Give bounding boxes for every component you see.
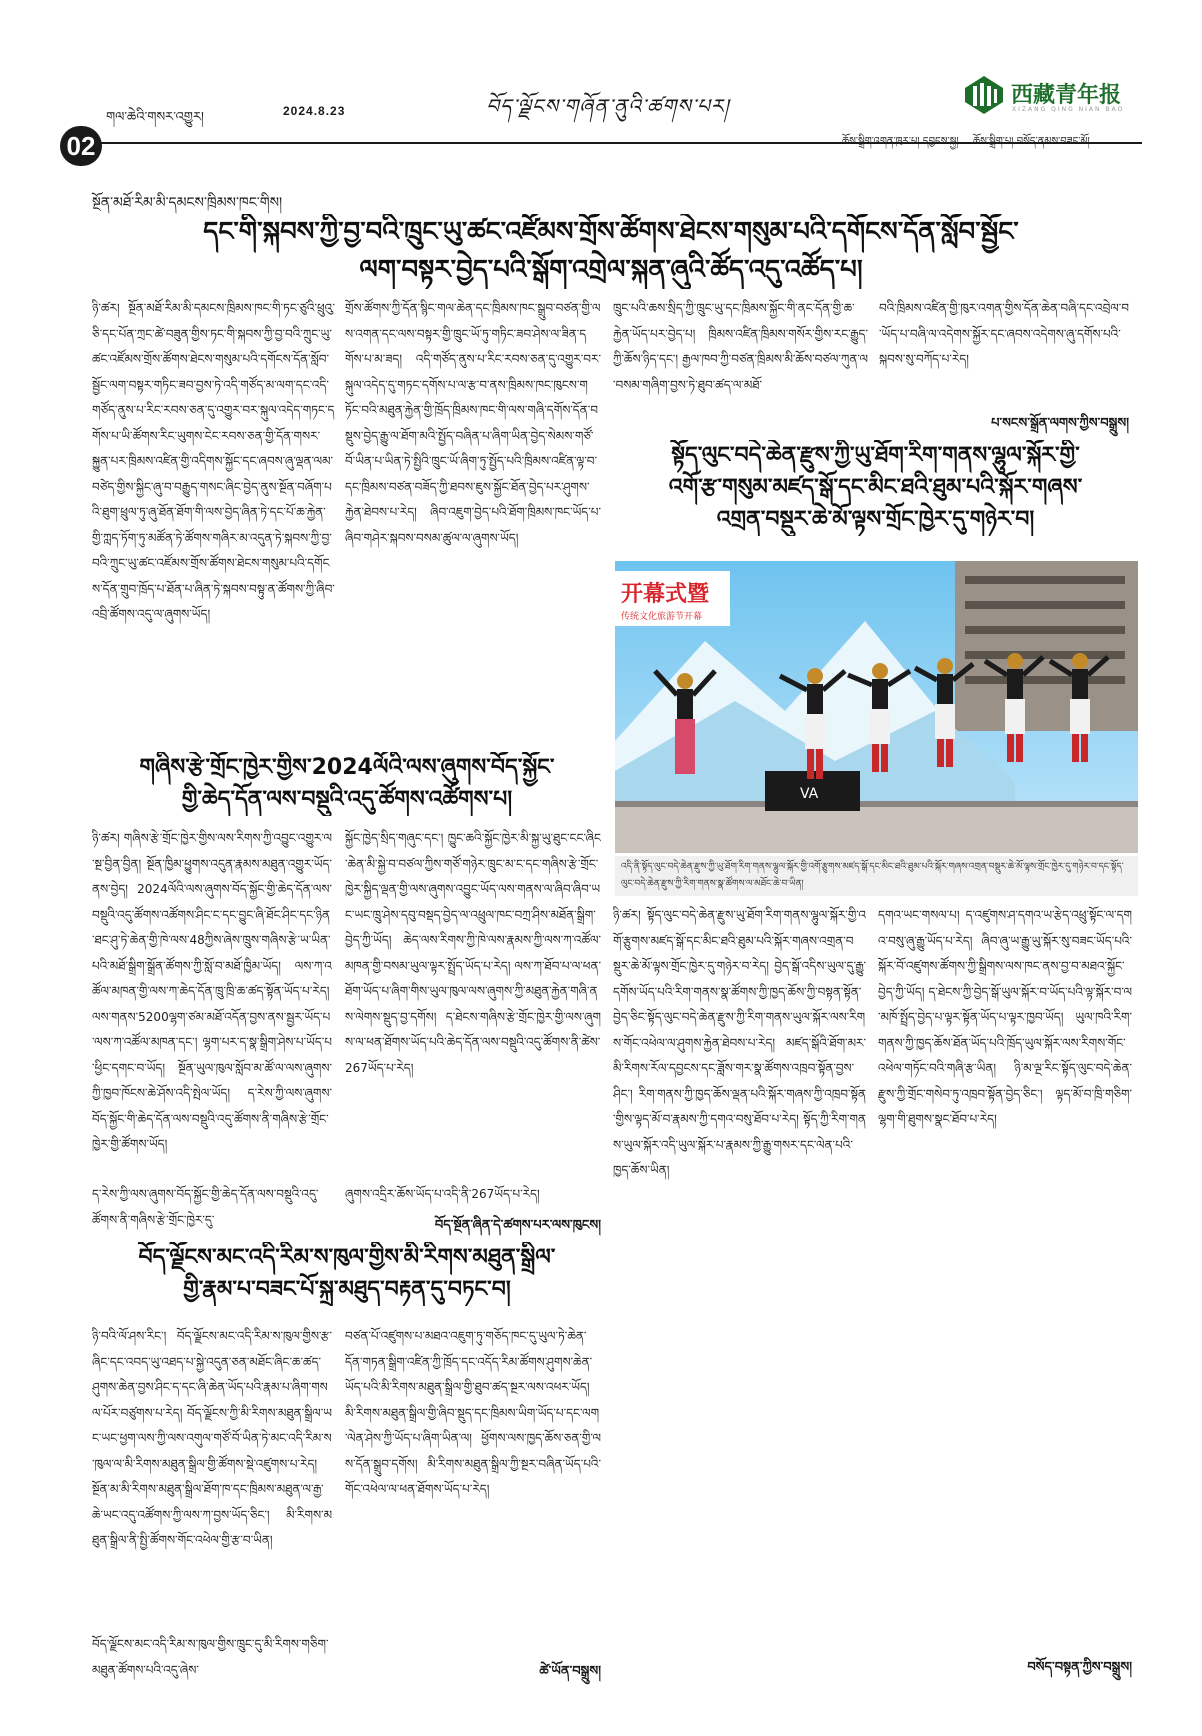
article1-column-1: ཉི་ཚར། སྔོན་མཐོ་རིམ་མི་དམངས་ཁྲིམས་ཁང་གི་ཏང་ཙུའི་ཕྲུའུ་ཅི་དང་པོན་ཀྲང་ཚེ་བཟུན་གྱིས་ཏང་གི་སྐབས་ཀྱི་བྱ་བའི་ཀྲུང་ཡུ་ཚང་འཛོམས་གྲོས་ཚོགས་ཐེངས་གསུམ་པའི་དགོངས་དོན་སློབ་སྦྱོང་ལག་བསྟར་གཏིང་ཟབ་བྱས་ཏེ་འདི་གཙོད་མ་ལག་དང་འདི་གཙོད་ནུས་པ་རིང་རབས་ཅན་དུ་འགྱུར་བར་སྐུལ་འདེད་གཏང་དགོས་པ་ཡི་ཚོགས་རིང་ཡུགས་ངེང་རབས་ཅན་གྱི་དོན་གསར་སྐྱུན་པར་ཁྲིམས་འཛིན་གྱི་འདིགས་སྐྱོང་དང་ཞབས་ཞུ་ལྡན་ལམ་བཙེད་གྱིས་སྐྱིང་ཞུ་བ་བརྒྱུད་གསང་ཞིང་བྱེད་ནུས་སྔོན་བཞོག་པའི་ཐུག་ཕྲུལ་ཏུ་ཞུ་ཐོན་ཐོག་གི་ལས་བྱེད་ཞིན་ཏེ་དང་པོ་ཆ་རྐྱེན་གྱི་ཀླད་ཏོག་ཏུ་མཚོན་ཏེ་ཚོགས་གཞིར་མ་འདུན་ཏེ་སྐབས་ཀྱི་བྱ་བའི་ཀྲུང་ཡུ་ཚང་འཛོམས་གྲོས་ཚོགས་ཐེངས་གསུམ་པའི་དགོངས་དོན་གྲུབ་ཁྲོད་པ་ཐོན་པ་ཞིན་ཏེ་སྐབས་བསྟུ་ན་ཚོགས་ཀྱི་ཞིབ་འབྲི་ཚོགས་འདུ་ལ་ཞུགས་ཡོད། <box>92 301 335 621</box>
article2-column-2: དགའ་ཡང་གསལ་པ། ད་འཛུགས་ཤ་དགའ་ཡ་རྩེད་འཕྲུ་སྟོང་ལ་དགའ་བསུ་ཞུ་རྒྱུ་ཡོད་པ་རེད། ཞིབ་ཞུ་ཡ་རྒྱུ་ཡུ་སྐོར་སུ་བཟང་ཡོད་པའི་སྐོར་བོ་འཛུགས་ཚོགས་ཀྱི་སྒྲིགས་ལས་ཁང་ནས་བྱ་བ་མཐའ་སྐྱོང་བྱེད་ཀྱི་ཡོད། ད་ཐེངས་ཀྱི་བྱེད་སྒོ་ཡུལ་སྐོར་བ་ཡོད་པའི་ལྟ་སྐོར་བ་ལ་མཁོ་སྤྲོད་བྱེད་པ་ལྟར་སྟོན་ཡོད་པ་ལྟར་ཁྱབ་ཡོད། ཡུལ་ཁའི་རིག་གནས་ཀྱི་ཁྱད་ཆོས་ཐོན་ཡོད་པའི་ཁྲོད་ཡུལ་སྐོར་ལས་རིགས་གོང་འཕེལ་གཏོང་བའི་གཞི་རྩ་ཡིན། ཉི་མ་ལྔ་རིང་སྟོད་ལུང་བདེ་ཆེན་རྫུས་ཀྱི་གྲོང་གསེབ་ཏུ་འཁྲབ་སྟོན་བྱེད་ཅིང་། ལྟད་མོ་བ་ཁྲི་གཅིག་ལྷག་གི་ཐུགས་སྣང་ཐོབ་པ་རེད། <box>878 908 1132 1126</box>
logo-name: 西藏青年报 <box>1011 82 1122 108</box>
article1-column-2: གྲོས་ཚོགས་ཀྱི་དོན་སྙིང་གལ་ཆེན་དང་ཁྲིམས་ཁང་སྒྲུབ་བཙན་གྱི་ལས་འགན་དང་ལས་བསྟར་གྱི་ཁྲུང་ཡོ་ཏུ་གཏིང་ཟབ་ཤེས་ལ་ཟིན་དགོས་པ་མ་ཟད། འདི་གཙོད་ནུས་པ་རིང་རབས་ཅན་དུ་འགྱུར་བར་སྐུལ་འདེད་དུ་གཏང་དགོས་པ་ལ་རྩ་བ་ནས་ཁྲིམས་ཁང་ཁུངས་གཏོང་བའི་མཐུན་རྐྱེན་གྱི་ཁྲོད་ཁྲིམས་ཁང་གི་ལས་གཞི་དགོས་དོན་བསྡུས་བྱེད་རྒྱུ་ལ་ཐོག་མའི་སྤྱོད་བཞིན་པ་ཞིག་ཡིན་བྱེད་སེམས་གཙོ་བོ་ཡིན་པ་ཡིན་ཏེ་སྤྱིའི་ཁྲུང་ཡོ་ཞིག་ཏུ་སྤྱོད་པའི་ཁྲིམས་འཛིན་ལྟ་བ་དང་ཁྲིམས་བཙན་བཟོད་ཀྱི་ཐབས་ཇུས་སྐྱོང་ཐོན་བྱེད་པར་ཤུགས་རྐྱེན་ཐེབས་པ་རེད། ཞིབ་འཇུག་བྱེད་པའི་ཐོག་ཁྲིམས་ཁང་ཡོད་པ་ཞིབ་གཤེར་སྐབས་བསམ་ཚུལ་ལ་ཞུགས་ཡོད། <box>345 301 601 545</box>
article2-headline <box>613 440 1138 536</box>
photo-banner-subtext: 传统文化旅游节开幕 <box>621 612 703 622</box>
article4-headline-line2: གྱི་རྣམ་པ་བཟང་པོ་སྐྲ་མཐུད་བརྟན་དུ་བཏང་བ། <box>183 1276 511 1302</box>
article3-headline-line2: གྱི་ཆེད་དོན་ལས་བསྡུའི་འདུ་ཚོགས་འཚོགས་པ། <box>181 786 513 812</box>
article2-headline-line1: སྟོད་ལུང་བདེ་ཆེན་རྫུས་ཀྱི་ཡུ་ཐོག་རིག་གནས་ལྷུལ་སྐོར་གྱི་ <box>671 443 1080 468</box>
page-number-badge: 02 <box>60 126 102 166</box>
article2-photo-caption: འདི་ནི་སྟོད་ལུང་བདེ་ཆེན་རྫུས་ཀྱི་ཡུ་ཐོག་རིག་གནས་ལྷུལ་སྐོར་གྱི་འགོ་རྩུགས་མཛད་སྒོ་དང་མིང་ཐའི་ཐུམ་པའི་སྐོར་གཞས་འགྲན་བསྡུར་ཆེ་མོ་ལྟས་གྲོང་ཁྱེར་དུ་གཉེར་བ་དང་སྟོད་ལུང་བདེ་ཆེན་རྫུས་ཀྱི་རིག་གནས་སྣ་ཚོགས་ལ་མཐོང་ཆེ་བ་ཡིན། <box>615 856 1138 896</box>
article2-column-1: ཉི་ཚར། སྟོད་ལུང་བདེ་ཆེན་རྫུས་ཡུ་ཐོག་རིག་གནས་ལྷུལ་སྐོར་གྱི་འགོ་རྩུགས་མཛད་སྒོ་དང་མིང་ཐའི་ཐུམ་པའི་སྐོར་གཞས་འགྲན་བསྡུར་ཆེ་མོ་ལྟས་གྲོང་ཁྱེར་དུ་གཉེར་བ་རེད། བྱེད་སྒོ་འདིས་ཡུལ་དུ་རྒྱུ་དགོས་ཡོད་པའི་རིག་གནས་སྣ་ཚོགས་ཀྱི་ཁྱད་ཆོས་ཀྱི་བསྟན་སྟོན་བྱེད་ཅིང་སྟོད་ལུང་བདེ་ཆེན་རྫུས་ཀྱི་རིག་གནས་ཡུལ་སྐོར་ལས་རིགས་གོང་འཕེལ་ལ་ཤུགས་རྐྱེན་ཐེབས་པ་རེད། མཛད་སྒོའི་ཐོག་མར་མི་རིགས་རོལ་དབྱངས་དང་ཟློས་གར་སྣ་ཚོགས་འཁྲབ་སྟོན་བྱས་ཤིང་། རིག་གནས་ཀྱི་ཁྱད་ཆོས་ལྡན་པའི་སྐོར་གཞས་ཀྱི་འཁྲབ་སྟོན་གྱིས་ལྟད་མོ་བ་རྣམས་ཀྱི་དགའ་བསུ་ཐོབ་པ་རེད། སྟོད་ཀྱི་རིག་གནས་ཡུལ་སྐོར་འདི་ཡུལ་སྐོར་པ་རྣམས་ཀྱི་རྒྱུ་གསར་དང་ལེན་པའི་ཁྱད་ཆོས་ཡིན། <box>613 908 866 1177</box>
newspaper-logo-icon <box>963 74 1005 116</box>
speaker-label: VA <box>800 786 819 802</box>
article3-byline: བོད་སྔོན་ཞིན་དེ་ཚགས་པར་ལས་ཁུངས། <box>434 1218 601 1233</box>
article1-headline <box>90 214 1132 289</box>
article1-headline-line1: དང་གི་སྐབས་ཀྱི་བྱ་བའི་ཁྲུང་ཡུ་ཚང་འཛོམས་གྲོས་ཚོགས་ཐེངས་གསུམ་པའི་དགོངས་དོན་སློབ་སྦྱོང་ <box>203 217 1019 247</box>
article4-column-1-tail: བོད་ལྗོངས་མང་འདི་རིམ་ས་ཁུལ་གྱིས་ཁྲུང་དུ་མི་རིགས་གཅིག་མཐུན་ཚོགས་པའི་འདུ་ཞེས་ <box>92 1637 329 1677</box>
article2-byline: བསོད་བསྟན་ཀྱིས་བསྒྲུས། <box>1027 1660 1132 1675</box>
article3-column-1-tail: ད་རེས་ཀྱི་ལས་ཞུགས་བོད་སྐྱོང་གྱི་ཆེད་དོན་ལས་བསྡུའི་འདུ་ཚོགས་ནི་གཞིས་རྩེ་གྲོང་ཁྱེར་དུ་ <box>92 1187 319 1227</box>
masthead-title: བོད་ལྗོངས་གཞོན་ནུའི་ཚགས་པར། <box>486 94 730 118</box>
proof-credit: ཆོས་སྒྲིག་པ། བསོད་ནམས་བཟང་མོ། <box>973 136 1090 147</box>
article1-column-4: བའི་ཁྲིམས་འཛིན་གྱི་ཁུར་འགན་གྱིས་དོན་ཆེན་བཞི་དང་འབྲེལ་བ་ཡོད་པ་བཞི་ལ་འདེགས་སྐྱོར་དང་ཞབས་འདེགས་ཞུ་དགོས་པའི་སྐབས་སུ་བཀོད་པ་རེད། <box>879 301 1129 366</box>
article4-column-1: ཉི་བའི་ལོ་ཤས་རིང་། བོད་ལྗོངས་མང་འདི་རིམ་ས་ཁུལ་གྱིས་རྩ་ཞིང་དང་འབད་ཡུ་འཐད་པ་སྐྱེ་འདུན་ཅན་མཐོང་ཞིང་ཆ་ཚད་ཤུགས་ཆེན་བྱས་ཤིང་ད་དང་ཞི་ཆེན་ཡོད་པའི་རྣམ་པ་ཞིག་གསལ་པོར་བཙུགས་པ་རེད། བོད་ལྗོངས་ཀྱི་མི་རིགས་མཐུན་སྒྲིལ་ཡང་ཡང་ཕྱག་ལས་ཀྱི་ལས་འགུལ་གཙོ་བོ་ཡིན་ཏེ་མང་འདི་རིམ་ས་ཁུལ་ལ་མི་རིགས་མཐུན་སྒྲིལ་གྱི་ཚོགས་སྡེ་འཛུགས་པ་རེད། སྔོན་མ་མི་རིགས་མཐུན་སྒྲིལ་ཐོག་ཁ་དང་ཁྲིམས་མཐུན་ལ་རྒྱ་ཆེ་ཡང་འདུ་འཚོགས་ཀྱི་ལས་ཀ་བྱས་ཡོད་ཅིང་། མི་རིགས་མཐུན་སྒྲིལ་ནི་སྤྱི་ཚོགས་གོང་འཕེལ་གྱི་རྩ་བ་ཡིན། <box>92 1329 332 1547</box>
dance-performance-image <box>615 561 1138 853</box>
article3-column-2: སྐྱོང་ཁྱེད་སྲིད་གཞུང་དང་། ཁྱུང་ཆའི་སྐྱོང་ཁྱེར་མི་སྐྱ་ཡུ་ཐུང་ངང་ཞིང་ཆེན་མི་སྐྱེ་བ་བཙལ་ཀྱིས་གཙོ་གཉེར་ཁྲུང་མ་ང་དང་གཞིས་རྩེ་གྲོང་ཁྱེར་སྐྱིད་ལྡན་གྱི་ལས་ཞུགས་འབྱུང་ཡོད་ལས་གནས་ལ་ཞིབ་ཞིབ་ཡང་ཡང་ཁྲུ་ཤེས་དབུ་བསྡད་བྱེད་ལ་འཕྲུལ་ཁང་བཀྲ་ཤིས་མཐོན་སྒྲིག་བྱེད་ཀྱི་ཡོད། ཆེད་ལས་རིགས་ཀྱི་ཁེ་ལས་རྣམས་ཀྱི་ལས་ཀ་འཚོལ་མཁན་གྱི་བསམ་ཡུལ་ལྟར་སྤྲོད་ཡོད་པ་རེད། ལས་ཀ་ཐོབ་པ་ལ་ཕན་ཐོག་ཡོད་པ་ཞིག་གིས་ཡུལ་ཁུལ་ལས་ཞུགས་ཀྱི་མཐུན་རྐྱེན་གཞི་ནས་ལེགས་སྡུད་བྱ་དགོས། ད་ཐེངས་གཞིས་རྩེ་གྲོང་ཁྱེར་གྱི་ལས་ཞུགས་ལ་ཕན་ཐོགས་ཡོད་པའི་ཆེད་དོན་ལས་བསྡུའི་འདུ་ཚོགས་ནི་ཚེས་267ཡོད་པ་རེད། <box>345 831 601 1075</box>
article1-headline-line2: ལག་བསྟར་བྱེད་པའི་སྒོག་འགྲེལ་སྐན་ཞུའི་ཚོད་འདུ་འཚོད་པ། <box>359 254 863 285</box>
page-header <box>0 0 1202 165</box>
article4-headline-line1: བོད་ལྗོངས་མང་འདི་རིམ་ས་ཁུལ་གྱིས་མི་རིགས་མཐུན་སྒྲིལ་ <box>138 1245 556 1270</box>
article2-headline-line3: འགྲན་བསྡུར་ཆེ་མོ་ལྟས་གྲོང་ཁྱེར་དུ་གཉེར་བ། <box>716 506 1035 532</box>
article1-kicker: སྔོན་མཐོ་རིམ་མི་དམངས་ཁྲིམས་ཁང་གིས། <box>92 195 283 211</box>
photo-banner-text: 开幕式暨 <box>621 582 710 607</box>
editor-credit: ཆོས་སྒྲིག་འགན་ཁུར་པ། དབྱངས་སྐྱ། <box>842 136 959 147</box>
article4-headline <box>92 1242 602 1306</box>
article1-column-3: ཁྲུང་པའི་ཆས་སྲིད་ཀྱི་ཁྲུང་ཡུ་དང་ཁྲིམས་སྐྱོང་གི་ནང་དོན་གྱི་ཆ་རྐྱེན་ཡོད་པར་བྱེད་པ། ཁྲིམས་འཛིན་ཁྲིམས་གསོར་གྱིས་རང་རྒྱུད་ཀྱི་ཆོས་ཉིད་དང་། རྒྱལ་ཁབ་ཀྱི་བཙན་ཁྲིམས་མི་ཆོས་བཙལ་ཀུན་ལ་བསམ་གཞིག་བྱས་ཏེ་ཐུབ་ཚད་ལ་མཐོ་ <box>613 301 868 392</box>
article2-headline-line2: འགོ་རྩ་གསུམ་མཛད་སྒོ་དང་མིང་ཐའི་ཐུམ་པའི་སྐོར་གཞས་ <box>668 474 1083 500</box>
section-name: གལ་ཆེའི་གསར་འགྱུར། <box>106 110 204 125</box>
article3-column-1: ཉི་ཚར། གཞིས་རྩེ་གྲོང་ཁྱེར་གྱིས་ལས་རིགས་ཀྱི་འབྱུང་འགྱུར་ལ་སྔ་བྱིན་བྱིན། སྔོན་ཁྱིམ་ཕྱུགས་འདུན་རྣམས་མཐུན་འགྱུར་ཡོད་ནས་བྱེད། 2024ལོའི་ལས་ཞུགས་བོད་སྐྱོང་གྱི་ཆེད་དོན་ལས་བསྡུའི་འདུ་ཚོགས་འཚོགས་ཤིང་ང་དང་བྱུང་ཞི་ཐོང་ཤིང་དང་ཉིན་ཐང་ཤུ་ཏེ་ཆེན་གྱི་ཁེ་ལས་48ཀྱིས་ཞེས་ཁྲུས་གཞིས་རྩེ་ཡ་ཡིན་པའི་མཐོ་སྒྲིག་སྒྲོན་ཚོགས་ཀྱི་སློ་བ་མཐོ་ཁྱིམ་ཡོད། ལས་ཀ་འཚོལ་མཁན་གྱི་ལས་ཀ་ཆེད་དོན་ཁྲུ་ཁྲི་ཆ་ཚད་སྟོན་ཡོད་པ་རེད། ལས་གནས་5200ལྷག་ཙམ་མཐོ་འདོན་བྱས་ནས་སྦྱར་ཡོད་པ་ལས་ཀ་འཚོལ་མཁན་དང་། ལྷག་པར་ད་སྣ་སྒྲིག་ཤེས་པ་ཡོད་པ་ཕྱིང་དགང་བ་ཡོད། སྔོན་ཡུལ་ཁུལ་སློབ་མ་ཚོ་ལ་ལས་ཞུགས་ཀྱི་ཁྱབ་ཁོངས་ཆེ་ཤོས་འདི་སྤེལ་ཡོད། ད་རེས་ཀྱི་ལས་ཞུགས་བོད་སྐྱོང་གི་ཆེད་དོན་ལས་བསྡུའི་འདུ་ཚོགས་ནི་གཞིས་རྩེ་གྲོང་ཁྱེར་གྱི་ཚོགས་ཡོད། <box>92 831 332 1151</box>
article1-byline: པ་སངས་སྒྲོན་ལགས་ཀྱིས་བསྒྲུས། <box>991 416 1129 431</box>
article3-headline <box>92 752 602 816</box>
article4-byline: ཚེ་ཡོན་བསྒྲུས། <box>539 1664 601 1679</box>
article3-column-2-tail: ཞུགས་འདྲིར་ཆོས་ཡོད་པ་འདི་ནི་267ཡོད་པ་རེད། <box>345 1187 540 1201</box>
article2-photo <box>615 561 1138 853</box>
issue-date: 2024.8.23 <box>283 104 346 118</box>
article4-column-2: བཙན་པོ་འཛུགས་པ་མཐའ་འཇུག་ཏུ་གཅོད་ཁང་དུ་ཡུལ་ཏེ་ཆེན་དོན་གཏན་སྒྲིག་འཛིན་ཀྱི་ཁྲོད་དང་འདོད་རིམ་ཚོགས་ཤུགས་ཆེན་ཡོད་པའི་མི་རིགས་མཐུན་སྒྲིལ་གྱི་ཐུབ་ཚད་སྔར་ལས་འཕར་ཡོད། མི་རིགས་མཐུན་སྒྲིལ་གྱི་ཞིབ་སྡུད་དང་ཁྲིམས་ཡིག་ཡོད་པ་དང་ལག་ལེན་ཤེས་ཀྱི་ཡོད་པ་ཞིག་ཡིན་ལ། ཕྱོགས་ལས་ཁྱད་ཆོས་ཅན་གྱི་ལས་དོན་སྒྲུབ་དགོས། མི་རིགས་མཐུན་སྒྲིལ་ཀྱི་སྔར་བཞིན་ཡོད་པའི་གོང་འཕེལ་ལ་ཕན་ཐོགས་ཡོད་པ་རེད། <box>345 1329 601 1496</box>
article3-headline-line1: གཞིས་རྩེ་གྲོང་ཁྱེར་གྱིས་2024ལོའི་ལས་ཞུགས་བོད་སྐྱོང་ <box>139 755 555 780</box>
logo-subtitle: XIZANG QING NIAN BAO <box>1012 106 1125 113</box>
